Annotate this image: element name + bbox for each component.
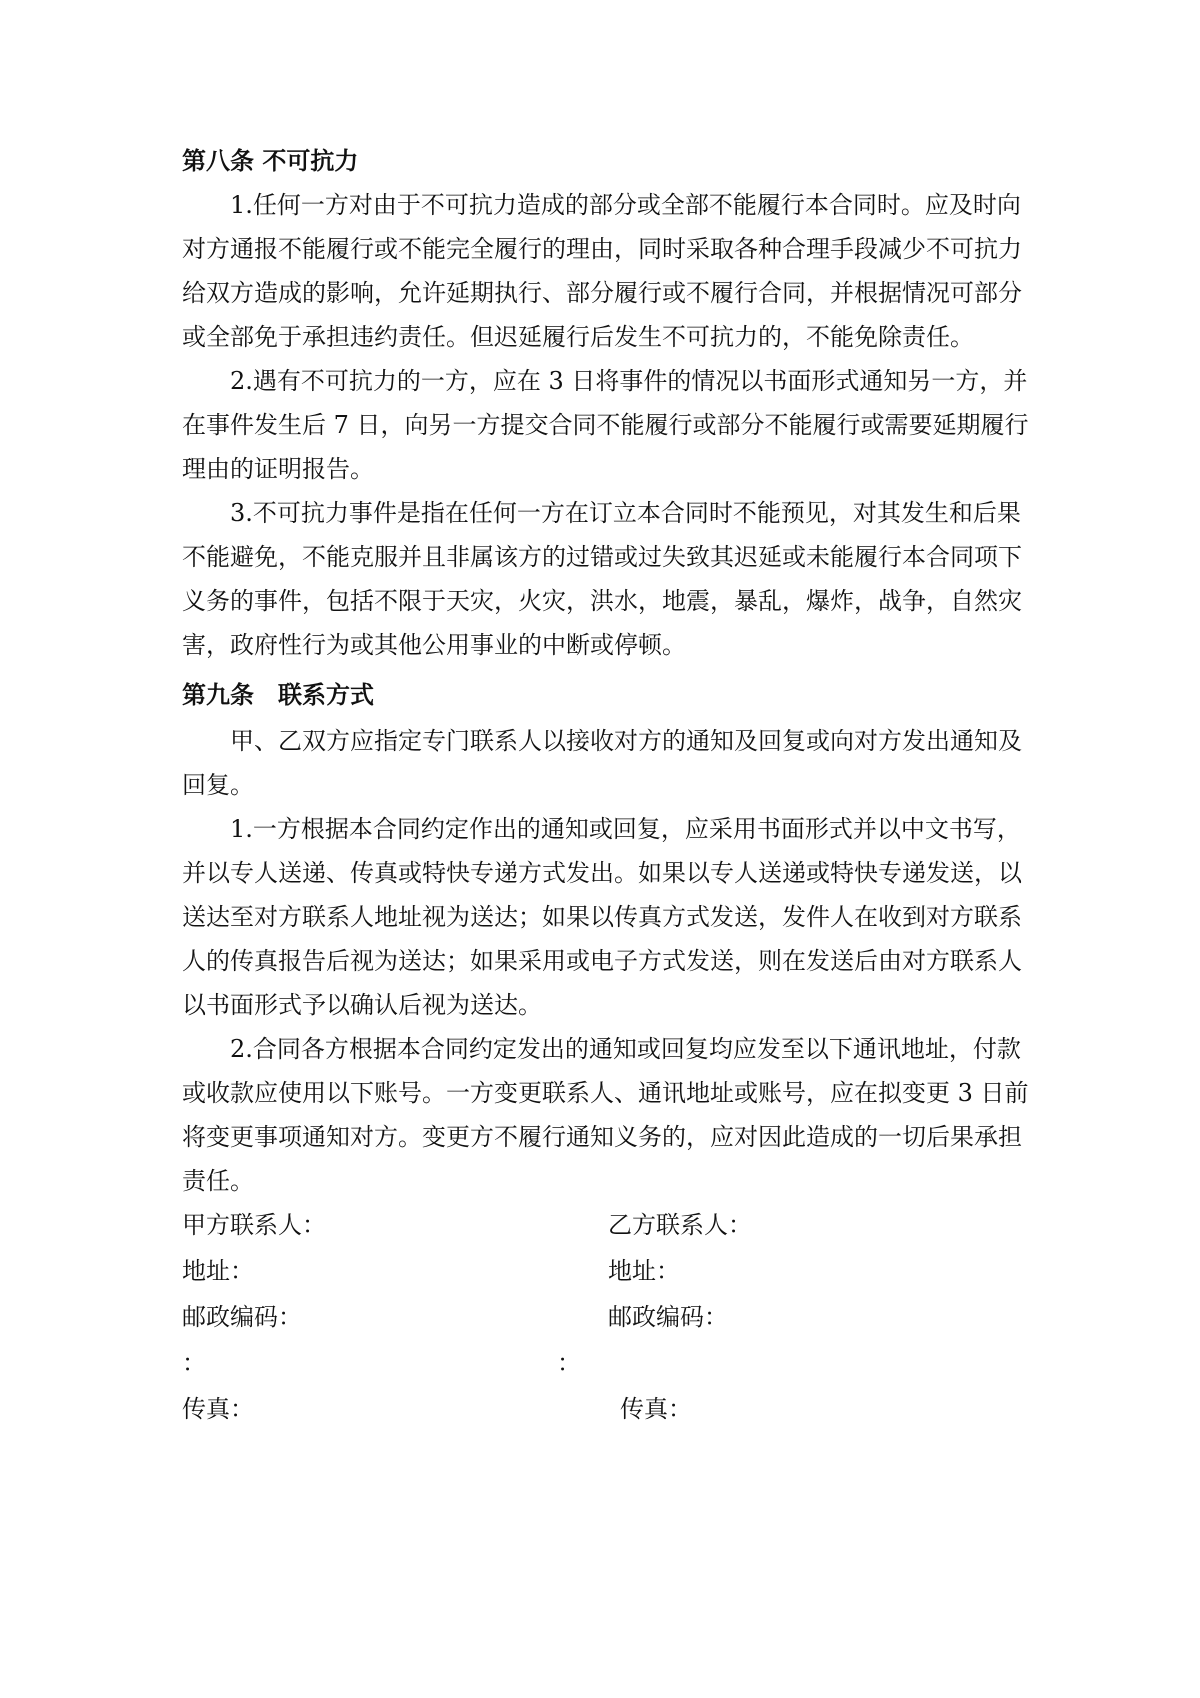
article-8-p2-line: 在事件发生后 7 日，向另一方提交合同不能履行或部分不能履行或需要延期履行 xyxy=(182,411,1029,439)
article-9-p1-line: 以书面形式予以确认后视为送达。 xyxy=(182,991,542,1019)
article-8-p3-line: 义务的事件，包括不限于天灾，火灾，洪水，地震，暴乱，爆炸，战争，自然灾 xyxy=(182,587,1022,615)
party-a-address-label: 地址： xyxy=(182,1257,254,1285)
party-b-contact-label: 乙方联系人： xyxy=(608,1211,752,1239)
article-8-p3-line: 害，政府性行为或其他公用事业的中断或停顿。 xyxy=(182,631,686,659)
article-9-heading: 第九条 联系方式 xyxy=(182,680,374,709)
article-8-p1-line: 或全部免于承担违约责任。但迟延履行后发生不可抗力的，不能免除责任。 xyxy=(182,323,974,351)
article-9-intro-line: 回复。 xyxy=(182,771,254,799)
party-b-blank-label: ： xyxy=(557,1349,581,1377)
article-8-heading: 第八条 不可抗力 xyxy=(182,146,359,175)
article-9-p2-line: 将变更事项通知对方。变更方不履行通知义务的，应对因此造成的一切后果承担 xyxy=(182,1123,1022,1151)
party-b-address-label: 地址： xyxy=(608,1257,680,1285)
party-a-contact-label: 甲方联系人： xyxy=(182,1211,326,1239)
party-b-postcode-label: 邮政编码： xyxy=(608,1303,728,1331)
party-a-blank-label: ： xyxy=(182,1349,206,1377)
article-8-p3-line: 不能避免，不能克服并且非属该方的过错或过失致其迟延或未能履行本合同项下 xyxy=(182,543,1022,571)
article-9-p1-line: 人的传真报告后视为送达；如果采用或电子方式发送，则在发送后由对方联系人 xyxy=(182,947,1022,975)
article-9-p2-line: 或收款应使用以下账号。一方变更联系人、通讯地址或账号，应在拟变更 3 日前 xyxy=(182,1079,1029,1107)
article-9-intro-line: 甲、乙双方应指定专门联系人以接收对方的通知及回复或向对方发出通知及 xyxy=(230,727,1022,755)
article-8-p1-line: 给双方造成的影响，允许延期执行、部分履行或不履行合同，并根据情况可部分 xyxy=(182,279,1022,307)
article-8-p2-line: 理由的证明报告。 xyxy=(182,455,374,483)
article-8-p1-line: 对方通报不能履行或不能完全履行的理由，同时采取各种合理手段减少不可抗力 xyxy=(182,235,1022,263)
article-9-p2-line: 2.合同各方根据本合同约定发出的通知或回复均应发至以下通讯地址，付款 xyxy=(230,1035,1021,1063)
article-8-p2-line: 2.遇有不可抗力的一方，应在 3 日将事件的情况以书面形式通知另一方，并 xyxy=(230,367,1028,395)
article-9-p2-line: 责任。 xyxy=(182,1167,254,1195)
party-a-postcode-label: 邮政编码： xyxy=(182,1303,302,1331)
article-8-p1-line: 1.任何一方对由于不可抗力造成的部分或全部不能履行本合同时。应及时向 xyxy=(230,191,1021,219)
article-9-p1-line: 1.一方根据本合同约定作出的通知或回复，应采用书面形式并以中文书写， xyxy=(230,815,1021,843)
party-a-fax-label: 传真： xyxy=(182,1395,254,1423)
article-9-p1-line: 并以专人送递、传真或特快专递方式发出。如果以专人送递或特快专递发送，以 xyxy=(182,859,1022,887)
party-b-fax-label: 传真： xyxy=(620,1395,692,1423)
article-8-p3-line: 3.不可抗力事件是指在任何一方在订立本合同时不能预见，对其发生和后果 xyxy=(230,499,1021,527)
article-9-p1-line: 送达至对方联系人地址视为送达；如果以传真方式发送，发件人在收到对方联系 xyxy=(182,903,1022,931)
